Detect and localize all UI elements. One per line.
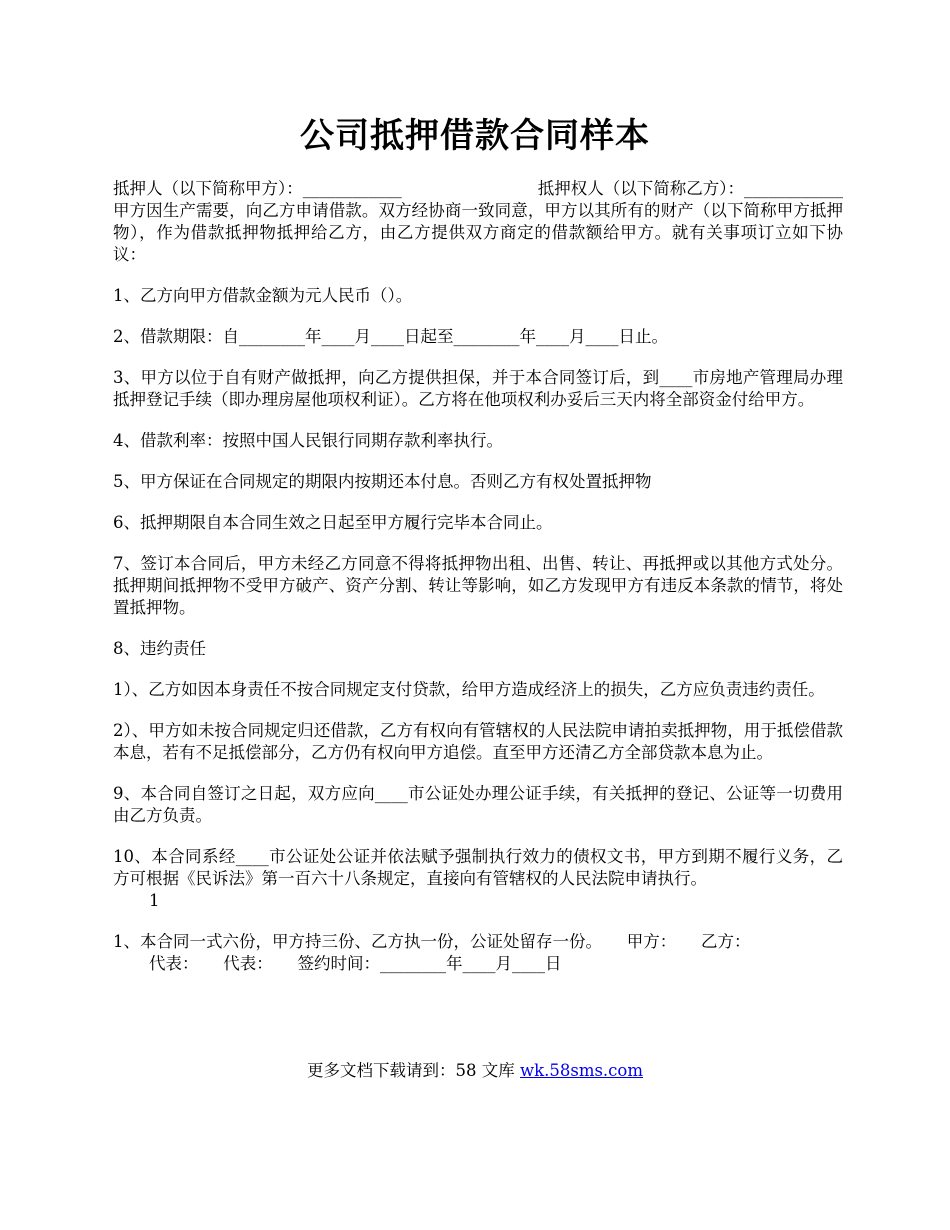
clause-8-2: 2）、甲方如未按合同规定归还借款，乙方有权向有管辖权的人民法院申请拍卖抵押物，用于抵偿借款本息，若有不足抵偿部分，乙方仍有权向甲方追偿。直至甲方还清乙方全部贷款本息为止。 bbox=[113, 721, 843, 762]
clause-9: 9、本合同自签订之日起，双方应向____市公证处办理公证手续，有关抵押的登记、公证等一切费用由乙方负责。 bbox=[113, 784, 843, 825]
clause-5: 5、甲方保证在合同规定的期限内按期还本付息。否则乙方有权处置抵押物 bbox=[113, 472, 652, 491]
page-number: 1 bbox=[149, 891, 160, 910]
intro-paragraph: 甲方因生产需要，向乙方申请借款。双方经协商一致同意，甲方以其所有的财产（以下简称甲方抵押物），作为借款抵押物抵押给乙方，由乙方提供双方商定的借款额给甲方。就有关事项订立如下协议： bbox=[113, 201, 843, 264]
closing-block bbox=[113, 931, 843, 975]
clause-10: 10、本合同系经____市公证处公证并依法赋予强制执行效力的债权文书，甲方到期不履行义务，乙方可根据《民诉法》第一百六十八条规定，直接向有管辖权的人民法院申请执行。 bbox=[113, 847, 843, 888]
clause-8: 8、违约责任 bbox=[113, 639, 206, 658]
closing-line-1: 1、本合同一式六份，甲方持三份、乙方执一份，公证处留存一份。 甲方： 乙方： bbox=[113, 932, 751, 951]
footer bbox=[0, 1060, 950, 1082]
document-title: 公司抵押借款合同样本 bbox=[300, 116, 650, 156]
footer-link[interactable]: wk.58sms.com bbox=[519, 1061, 643, 1080]
footer-prefix: 更多文档下载请到：58 文库 bbox=[306, 1061, 520, 1080]
clause-3: 3、甲方以位于自有财产做抵押，向乙方提供担保，并于本合同签订后，到____市房地产管理局办理抵押登记手续（即办理房屋他项权利证）。乙方将在他项权利办妥后三天内将全部资金付给甲方。 bbox=[113, 368, 843, 409]
clause-1: 1、乙方向甲方借款金额为元人民币（）。 bbox=[113, 286, 413, 305]
mortgagee-field: 抵押权人（以下简称乙方）：____________ bbox=[537, 179, 843, 198]
mortgagor-field: 抵押人（以下简称甲方）：____________ bbox=[113, 179, 402, 198]
closing-line-2: 代表： 代表： 签约时间：________年____月____日 bbox=[149, 954, 562, 973]
clause-7: 7、签订本合同后，甲方未经乙方同意不得将抵押物出租、出售、转让、再抵押或以其他方式处分。抵押期间抵押物不受甲方破产、资产分割、转让等影响，如乙方发现甲方有违反本条款的情节，将处置抵押物。 bbox=[113, 554, 843, 617]
document-body bbox=[113, 178, 843, 994]
clause-2: 2、借款期限：自________年____月____日起至________年____月____日止。 bbox=[113, 327, 668, 346]
clause-8-1: 1）、乙方如因本身责任不按合同规定支付贷款，给甲方造成经济上的损失，乙方应负责违约责任。 bbox=[113, 680, 825, 699]
party-header bbox=[113, 178, 843, 200]
clause-4: 4、借款利率：按照中国人民银行同期存款利率执行。 bbox=[113, 431, 503, 450]
clause-6: 6、抵押期限自本合同生效之日起至甲方履行完毕本合同止。 bbox=[113, 513, 553, 532]
